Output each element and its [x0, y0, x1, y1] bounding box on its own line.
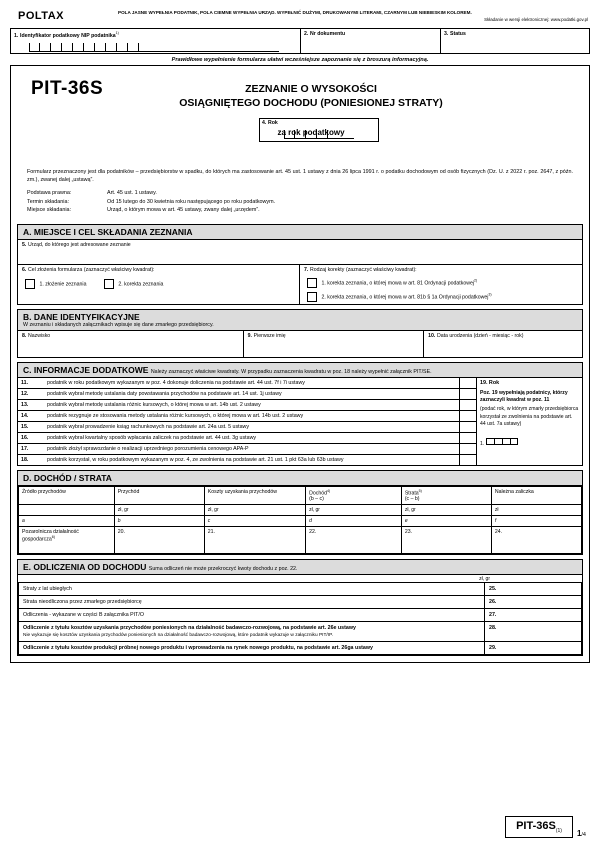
letter-b: b [114, 516, 204, 527]
field-correction-label: Rodzaj korekty [310, 267, 345, 274]
form-title [161, 82, 461, 110]
unit-costs: zł, gr [204, 505, 305, 516]
row-label [19, 527, 115, 554]
item-checkbox[interactable] [459, 433, 476, 443]
instruction-line-1: POLA JASNE WYPEŁNIA PODATNIK, POLA CIEMNE WYPEŁNIA URZĄD. WYPEŁNIĆ DUŻYMI, DRUKOWANYMI LITERAMI, CZARNYM LUB NIEBIESKIM KOLOREM. [118, 10, 472, 15]
year-cells[interactable] [284, 130, 354, 139]
field-office[interactable] [18, 240, 582, 264]
item-text: podatnik wybrał prowadzenie ksiąg rachunkowych na podstawie art. 24a ust. 5 ustawy [47, 423, 249, 430]
side-year-cells[interactable] [486, 438, 518, 445]
item-num: 16. [21, 434, 29, 441]
footer-code-version: (1) [555, 828, 562, 834]
section-c-body [18, 378, 582, 465]
item-checkbox[interactable] [459, 389, 476, 399]
form-instructions [118, 10, 588, 23]
field-purpose [18, 265, 300, 303]
col-income-sup: 4) [327, 488, 331, 493]
list-item[interactable] [18, 455, 476, 465]
section-a-row-5 [18, 240, 582, 265]
letter-f: f [491, 516, 581, 527]
field-nip[interactable] [11, 29, 301, 53]
table-letter-row [19, 516, 582, 527]
legal-key: Termin składania: [27, 198, 69, 205]
col-source: Źródło przychodów [19, 486, 115, 505]
row-label-sup: 6) [51, 535, 55, 540]
field-doc-number-label: Nr dokumentu [310, 31, 346, 37]
item-text: podatnik w roku podatkowym wykazanym w poz. 4 dokonuje doliczenia na podstawie art. 44 ust. 7f i 7i ustawy [47, 379, 305, 386]
field-firstname[interactable] [244, 331, 424, 357]
cell-costs[interactable]: 21. [204, 527, 305, 554]
section-a [17, 224, 583, 304]
col-revenue: Przychód [114, 486, 204, 505]
item-text: podatnik wybrał metodę ustalania różnic kursowych, o której mowa w art. 14b ust. 2 ustawy [47, 401, 261, 408]
field-correction-num: 7. [304, 267, 309, 274]
item-checkbox[interactable] [459, 422, 476, 432]
col-advance: Należna zaliczka [491, 486, 581, 505]
letter-d: d [306, 516, 402, 527]
legal-value: Urząd, o którym mowa w art. 45 ustawy, zwany dalej „urzędem”. [107, 206, 260, 213]
legal-key: Podstawa prawna: [27, 190, 72, 197]
option-correction-2: 2. korekta zeznania, o której mowa w art. 81b § 1a Ordynacji podatkowej [321, 293, 489, 300]
field-surname[interactable] [18, 331, 244, 357]
col-loss [401, 486, 491, 505]
table-row [19, 596, 582, 609]
deduction-label-with-sub [19, 622, 485, 642]
option-correction-1: 1. korekta zeznania, o której mowa w art. 81 Ordynacji podatkowej [321, 280, 474, 287]
item-checkbox[interactable] [459, 455, 476, 465]
item-checkbox[interactable] [459, 444, 476, 454]
field-status-label: Status [450, 31, 466, 37]
row-label-text: Pozarolnicza działalność gospodarcza [22, 529, 79, 544]
side-text-2: (podać rok, w którym zmarły przedsiębiorca korzystał ze zwolnienia na podstawie art. 44 ust. 7a ustawy) [480, 406, 579, 428]
checkbox-correction-1[interactable] [307, 278, 317, 288]
cell-advance[interactable]: 24. [491, 527, 581, 554]
section-b-fields [18, 331, 582, 357]
deduction-field[interactable]: 28. [485, 622, 582, 642]
field-purpose-hint: (zaznaczyć właściwy kwadrat): [83, 267, 155, 274]
section-e [17, 559, 583, 656]
legal-row [27, 206, 573, 214]
option-correction-1-sup: 2) [473, 278, 478, 283]
footer-form-code [505, 816, 573, 838]
table-row [19, 609, 582, 622]
item-text: podatnik korzystał, w roku podatkowym wykazanym w poz. 4, ze zwolnienia na podstawie art. 21 ust. 1 pkt 63a lub 63b ustawy [47, 456, 344, 463]
list-item[interactable] [18, 422, 476, 433]
field-status[interactable] [441, 29, 589, 53]
form-body [10, 65, 590, 663]
field-nip-sup: 1) [115, 31, 119, 35]
field-correction-hint: (zaznaczyć właściwy kwadrat): [345, 267, 417, 274]
section-e-unit: zł, gr [479, 576, 490, 583]
legal-value: Od 15 lutego do 30 kwietnia roku następującego po roku podatkowym. [107, 198, 276, 205]
page-current: 1 [576, 829, 582, 838]
section-a-row-67 [18, 265, 582, 303]
item-num: 13. [21, 401, 29, 408]
form-title-line2: OSIĄGNIĘTEGO DOCHODU (PONIESIONEJ STRATY) [179, 97, 443, 110]
field-year-label: Rok [268, 120, 278, 126]
list-item[interactable] [18, 389, 476, 400]
section-d [17, 470, 583, 556]
option-purpose-2: 2. korekta zeznania [118, 281, 164, 288]
section-e-heading: E. ODLICZENIA OD DOCHODU [23, 562, 147, 573]
year-label: za rok podatkowy [277, 128, 345, 137]
poltax-logo: POLTAX [18, 10, 64, 22]
field-year-num: 4. [262, 120, 267, 126]
field-surname-num: 8. [22, 332, 27, 339]
field-purpose-num: 6. [22, 267, 27, 274]
section-a-title: A. MIEJSCE I CEL SKŁADANIA ZEZNANIA [18, 225, 582, 240]
option-purpose-1: 1. złożenie zeznania [39, 281, 87, 288]
form-title-line1: ZEZNANIE O WYSOKOŚCI [245, 83, 377, 95]
list-item[interactable] [18, 378, 476, 389]
table-units-row [19, 505, 582, 516]
deduction-field[interactable]: 29. [485, 642, 582, 655]
letter-a: a [19, 516, 115, 527]
deduction-label: Odliczenia - wykazane w części B załącznika PIT/O [19, 609, 485, 622]
col-income-label: Dochód [309, 490, 327, 497]
form-title-area [11, 66, 589, 166]
section-d-table [18, 486, 582, 555]
letter-e: e [401, 516, 491, 527]
item-text: podatnik rezygnuje ze stosowania metody ustalania różnic kursowych, o której mowa w art. 14b ust. 2 ustawy [47, 412, 304, 419]
table-row [19, 642, 582, 655]
deduction-label: Strata nieodliczona przez zmarłego przedsiębiorcę [19, 596, 485, 609]
item-text: podatnik wybrał kwartalny sposób wpłacania zaliczek na podstawie art. 44 ust. 3g ustawy [47, 434, 257, 441]
deduction-label: Odliczenie z tytułu kosztów uzyskania przychodów poniesionych na działalność badawczo-rozwojową, na podstawie art. 26e ustawy [23, 625, 356, 632]
page-footer [505, 816, 586, 838]
deduction-field[interactable]: 25. [485, 583, 582, 596]
field-doc-number-num: 2. [304, 31, 309, 37]
side-marker: 1. [480, 441, 485, 448]
section-d-title: D. DOCHÓD / STRATA [18, 471, 582, 486]
item-num: 12. [21, 390, 29, 397]
field-birthdate-num: 10. [428, 332, 436, 339]
item-checkbox[interactable] [459, 400, 476, 410]
section-c-side-field[interactable] [476, 378, 582, 465]
field-birthdate-label: Data urodzenia (dzień - miesiąc - rok) [436, 332, 524, 339]
field-nip-num: 1. [14, 33, 19, 39]
field-office-num: 5. [22, 242, 27, 249]
list-item[interactable] [18, 400, 476, 411]
deduction-field[interactable]: 27. [485, 609, 582, 622]
item-num: 15. [21, 423, 29, 430]
col-income [306, 486, 402, 505]
legal-row [27, 198, 573, 206]
field-firstname-label: Pierwsze imię [253, 332, 286, 339]
list-item[interactable] [18, 444, 476, 455]
item-checkbox[interactable] [459, 411, 476, 421]
unit-advance: zł [491, 505, 581, 516]
item-text: podatnik złożył sprawozdanie o realizacji uprzedniego porozumienia cenowego APA-P [47, 445, 249, 452]
field-nip-label: Identyfikator podatkowy NIP podatnika [20, 33, 116, 39]
table-header-row [19, 486, 582, 505]
table-row [19, 583, 582, 596]
item-num: 18. [21, 456, 29, 463]
section-c-title [18, 363, 582, 378]
section-b-subtitle: W zeznaniu i składanych załącznikach wpisuje się dane zmarłego przedsiębiorcy. [23, 321, 214, 328]
instruction-line-2: Składanie w wersji elektronicznej: www.podatki.gov.pl [484, 16, 588, 22]
checkbox-correction-2[interactable] [307, 292, 317, 302]
cell-income[interactable]: 22. [306, 527, 402, 554]
field-firstname-num: 9. [247, 332, 252, 339]
field-status-num: 3. [444, 31, 449, 37]
form-notice: Prawidłowe wypełnienie formularza ułatwi wcześniejsze zapoznanie się z broszurą informacyjną. [171, 57, 429, 63]
section-e-title [18, 560, 582, 575]
section-e-table [18, 582, 582, 655]
table-row [19, 622, 582, 642]
field-year[interactable] [259, 118, 379, 142]
section-c-note: Należy zaznaczyć właściwe kwadraty. W przypadku zaznaczenia kwadratu w poz. 18 należy wypełnić załącznik PIT/SE. [150, 368, 432, 375]
deduction-field[interactable]: 26. [485, 596, 582, 609]
section-c-heading: C. INFORMACJE DODATKOWE [23, 364, 149, 375]
legal-value: Art. 45 ust. 1 ustawy. [107, 190, 157, 197]
cell-revenue[interactable]: 20. [114, 527, 204, 554]
col-costs: Koszty uzyskania przychodów [204, 486, 305, 505]
form-code: PIT-36S [31, 78, 104, 99]
col-loss-label: Strata [404, 490, 419, 497]
section-b [17, 309, 583, 358]
legal-key: Miejsce składania: [27, 206, 72, 213]
unit-income: zł, gr [306, 505, 402, 516]
field-doc-number[interactable] [301, 29, 441, 53]
field-office-label: Urząd, do którego jest adresowane zeznanie [28, 242, 131, 249]
page-number [577, 829, 586, 838]
deduction-sublabel: Nie wykazuje się kosztów uzyskania przychodów poniesionych na działalność badawczo-rozwojową, które podatnik wykazuje w załączniku PIT/IP. [23, 633, 333, 639]
letter-c: c [204, 516, 305, 527]
field-purpose-label: Cel złożenia formularza [28, 267, 83, 274]
legal-row [27, 189, 573, 197]
section-c-items [18, 378, 476, 465]
field-surname-label: Nazwisko [28, 332, 51, 339]
unit-loss: zł, gr [401, 505, 491, 516]
item-checkbox[interactable] [459, 378, 476, 388]
item-text: podatnik wybrał metodę ustalania daty powstawania przychodów na podstawie art. 14 ust. 1j ustawy [47, 390, 282, 397]
section-b-heading: B. DANE IDENTYFIKACYJNE [23, 311, 140, 322]
field-birthdate[interactable] [424, 331, 582, 357]
col-income-formula: (b – c) [309, 496, 324, 503]
side-text-1: Poz. 19 wypełniają podatnicy, którzy zaznaczyli kwadrat w poz. 11 [480, 389, 568, 403]
legal-basis [11, 188, 589, 220]
checkbox-purpose-1[interactable] [25, 279, 35, 289]
list-item[interactable] [18, 433, 476, 444]
cell-loss[interactable]: 23. [401, 527, 491, 554]
item-num: 17. [21, 445, 29, 452]
section-b-title [18, 310, 582, 331]
top-field-row [10, 28, 590, 54]
form-description: Formularz przeznaczony jest dla podatników – przedsiębiorstw w spadku, do których ma zastosowanie art. 45 ust. 1 ustawy z dnia 26 lipca 1991 r. o podatku dochodowym od osób fizycznych (Dz. U. z 2022 r. poz. 2647, z późn. zm.), zwanej dalej „ustawą”. [27, 169, 573, 184]
item-num: 14. [21, 412, 29, 419]
unit-revenue: zł, gr [114, 505, 204, 516]
col-loss-formula: (c – b) [404, 496, 420, 503]
option-correction-2-sup: 3) [488, 292, 492, 297]
page-total: /4 [581, 832, 586, 838]
nip-cells[interactable] [29, 43, 279, 52]
footer-code-text: PIT-36S [516, 819, 556, 832]
section-e-note: Suma odliczeń nie może przekroczyć kwoty dochodu z poz. 22. [148, 566, 298, 573]
deduction-label: Straty z lat ubiegłych [19, 583, 485, 596]
col-loss-sup: 5) [418, 488, 422, 493]
table-row [19, 527, 582, 554]
item-num: 11. [21, 379, 29, 386]
section-c [17, 362, 583, 466]
checkbox-purpose-2[interactable] [104, 279, 114, 289]
field-correction-type [300, 265, 582, 303]
deduction-label: Odliczenie z tytułu kosztów produkcji próbnej nowego produktu i wprowadzenia na rynek nowego produktu, na podstawie art. 26ga ustawy [19, 642, 485, 655]
side-num: 19. [480, 379, 488, 386]
list-item[interactable] [18, 411, 476, 422]
side-title: Rok [488, 379, 500, 386]
unit-source [19, 505, 115, 516]
